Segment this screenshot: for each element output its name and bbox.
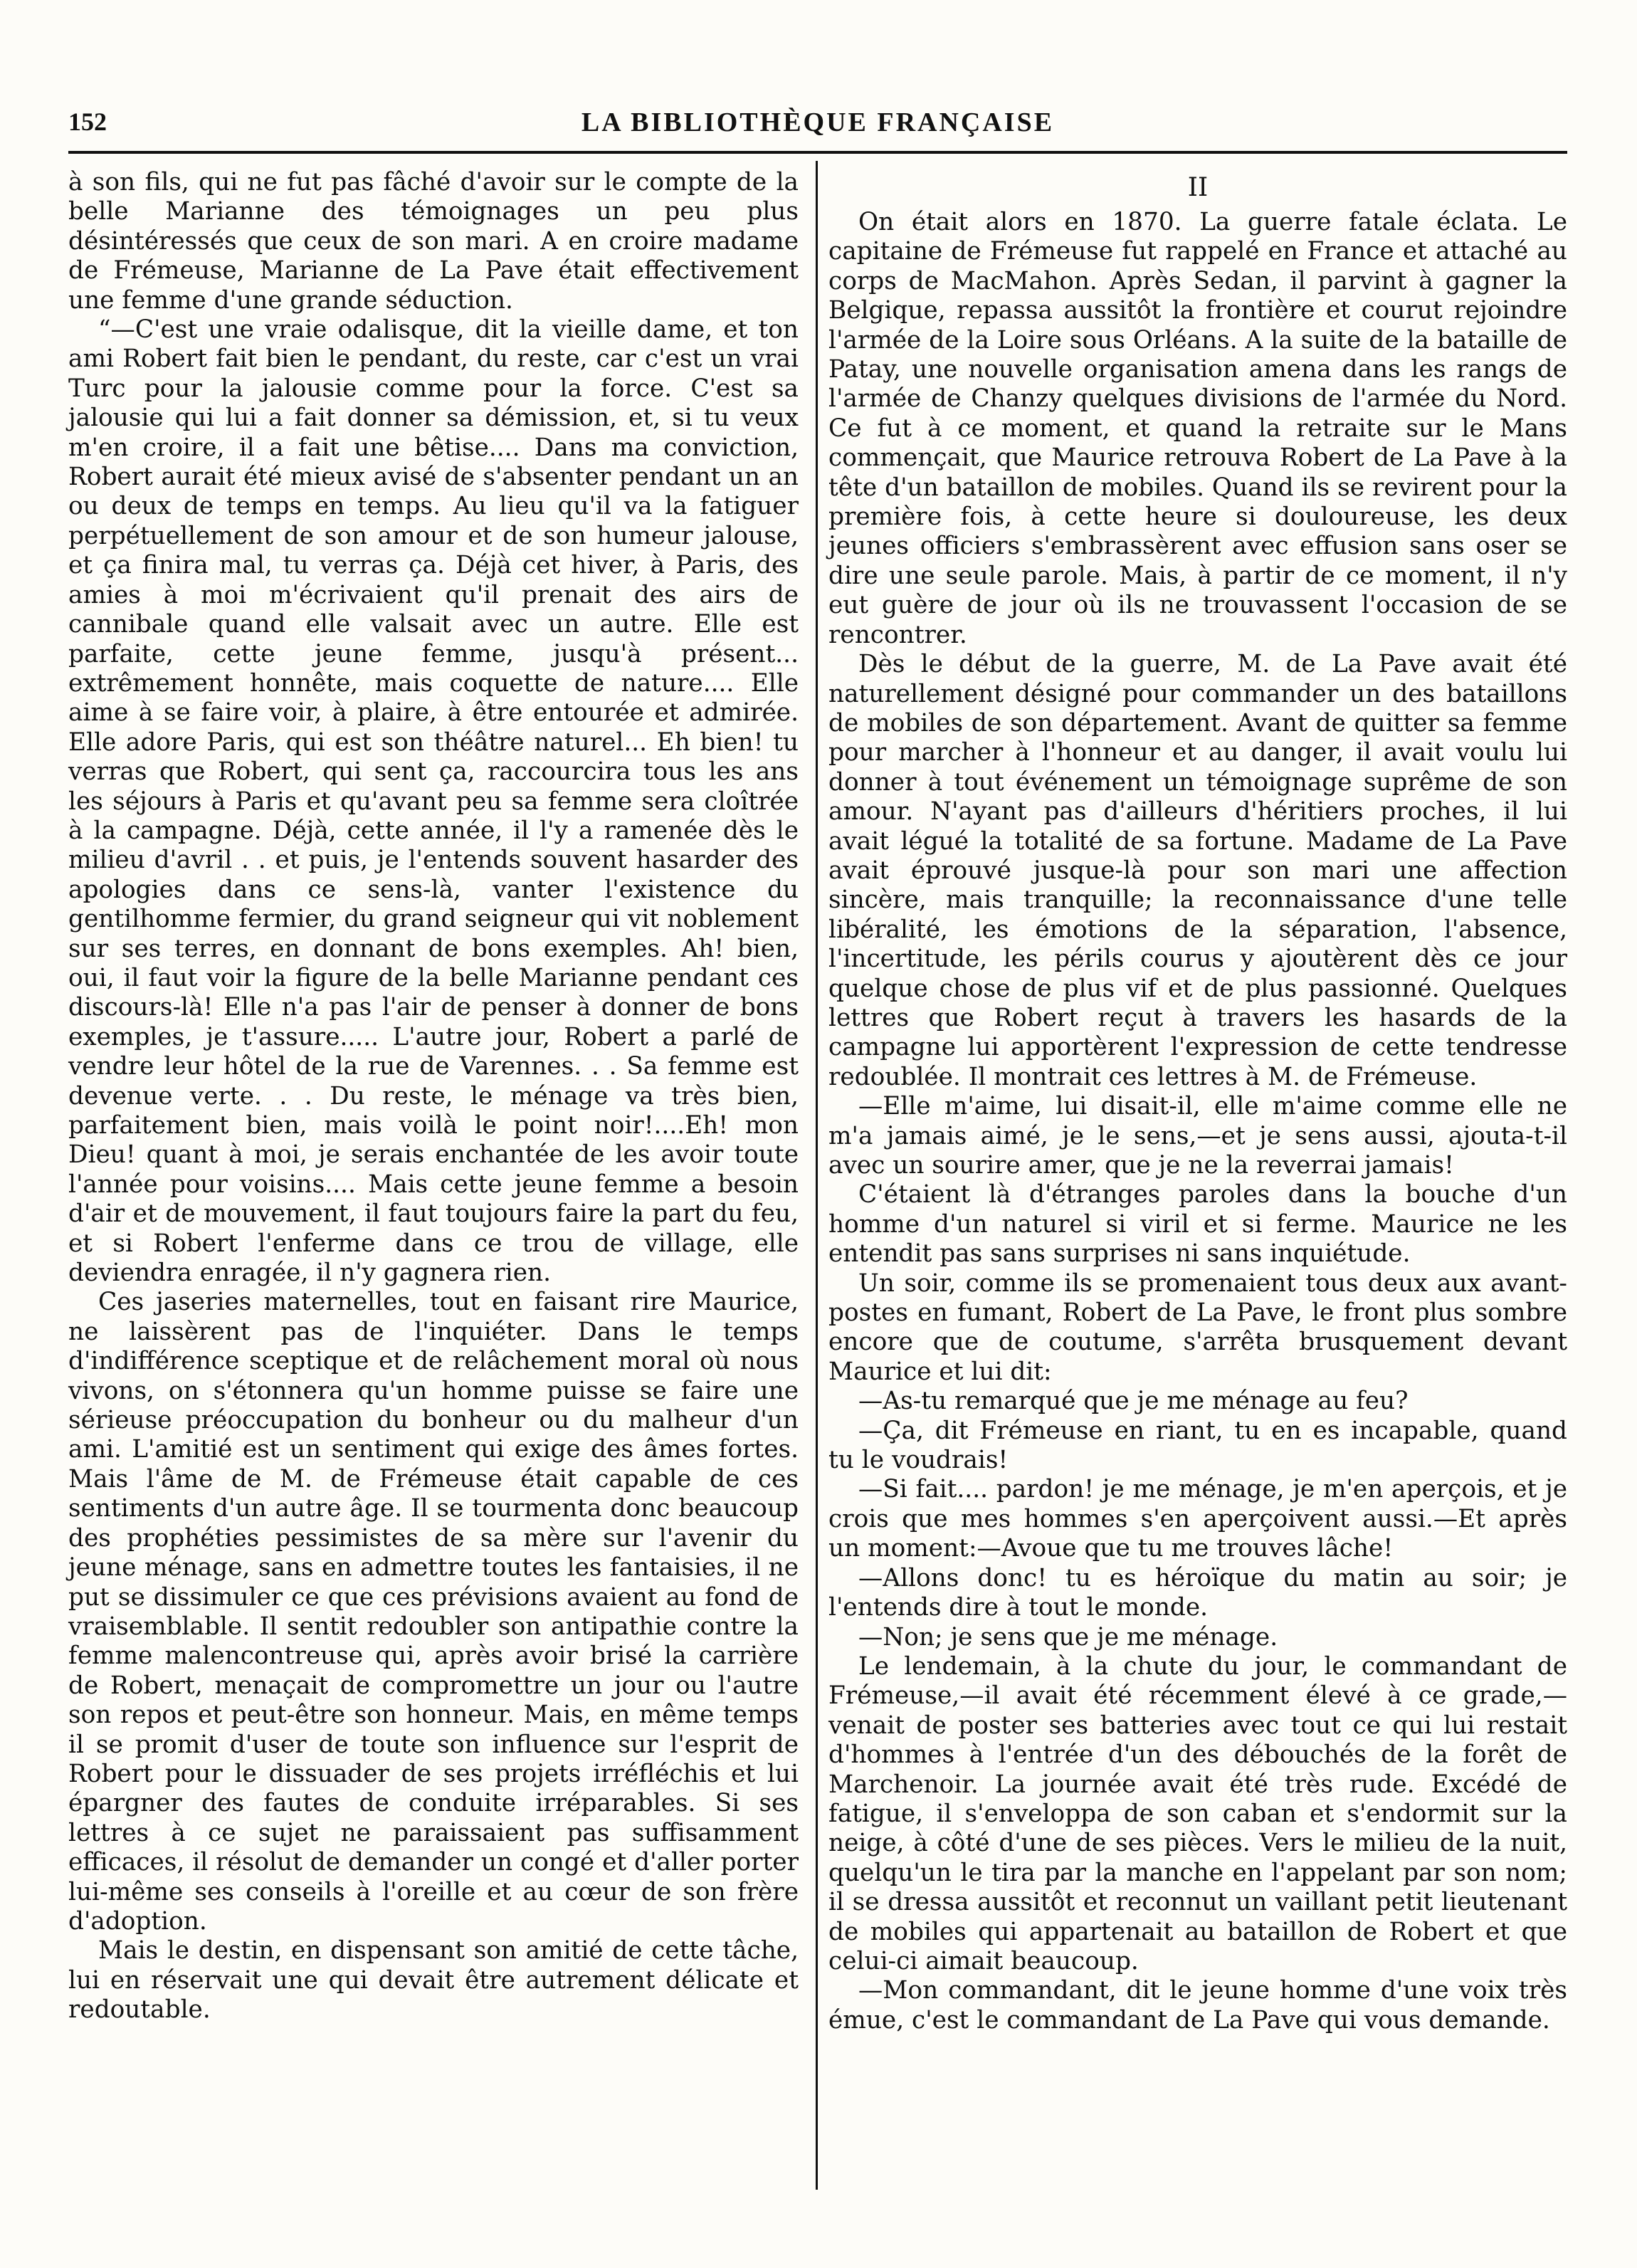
paragraph: “—C'est une vraie odalisque, dit la vieille dame, et ton ami Robert fait bien le pendant, du reste, car c'est un vrai Turc pour la jalousie comme pour la force. C'est sa jalousie qui lui a fait donner sa démission, et, si tu veux m'en croire, il a fait une bêtise.... Dans ma conviction, Robert aurait été mieux avisé de s'absenter pendant un an ou deux de temps en temps. Au lieu qu'il va la fatiguer perpétuellement de son amour et de son humeur jalouse, et ça finira mal, tu verras ça. Déjà cet hiver, à Paris, des amies à moi m'écrivaient qu'il prenait des airs de cannibale quand elle valsait avec un autre. Elle est parfaite, cette jeune femme, jusqu'à présent... extrêmement honnête, mais coquette de nature.... Elle aime à se faire voir, à plaire, à être entourée et admirée. Elle adore Paris, qui est son théâtre naturel... Eh bien! tu verras que Robert, qui sent ça, raccourcira tous les ans les séjours à Paris et qu'avant peu sa femme sera cloîtrée à la campagne. Déjà, cette année, il l'y a ramenée dès le milieu d'avril . . et puis, je l'entends souvent hasarder des apologies dans ce sens-là, vanter l'existence du gentilhomme fermier, du grand seigneur qui vit noblement sur ses terres, en donnant de bons exemples. Ah! bien, oui, il faut voir la figure de la belle Marianne pendant ces discours-là! Elle n'a pas l'air de penser à donner de bons exemples, je t'assure..... L'autre jour, Robert a parlé de vendre leur hôtel de la rue de Varennes. . . Sa femme est devenue verte. . . Du reste, le ménage va très bien, parfaitement bien, mais voilà le point noir!....Eh! mon Dieu! quant à moi, je serais enchantée de les avoir toute l'année pour voisins.... Mais cette jeune femme a besoin d'air et de mouvement, il faut toujours faire la part du feu, et si Robert l'enferme dans ce trou de village, elle deviendra enragée, il n'y gagnera rien. bbox=[68, 315, 799, 1288]
column-divider bbox=[816, 161, 818, 2190]
paragraph: à son fils, qui ne fut pas fâché d'avoir sur le compte de la belle Marianne des témoignages un peu plus désintéressés que ceux de son mari. A en croire madame de Frémeuse, Marianne de La Pave était effectivement une femme d'une grande séduction. bbox=[68, 168, 799, 315]
paragraph: —Non; je sens que je me ménage. bbox=[858, 1622, 1278, 1652]
paragraph: Ces jaseries maternelles, tout en faisant rire Maurice, ne laissèrent pas de l'inquiéter. Dans le temps d'indifférence sceptique et de relâchement moral où nous vivons, on s'étonnera qu'un homme puisse se faire une sérieuse préoccupation du bonheur ou du malheur d'un ami. L'amitié est un sentiment qui exige des âmes fortes. Mais l'âme de M. de Frémeuse était capable de ces sentiments d'un autre âge. Il se tourmenta donc beaucoup des prophéties pessimistes de sa mère sur l'avenir du jeune ménage, sans en admettre toutes les fantaisies, il ne put se dissimuler ce que ces prévisions avaient au fond de vraisemblable. Il sentit redoubler son antipathie contre la femme malencontreuse qui, après avoir brisé la carrière de Robert, menaçait de compromettre un jour ou l'autre son repos et peut-être son honneur. Mais, en même temps il se promit d'user de toute son influence sur l'esprit de Robert pour le dissuader de ses projets irréfléchis et lui épargner des fautes de conduite irréparables. Si ses lettres à ce sujet ne paraissaient pas suffisamment efficaces, il résolut de demander un congé et d'aller porter lui-même ses conseils à l'oreille et au cœur de son frère d'adoption. bbox=[68, 1288, 799, 1936]
page-number: 152 bbox=[68, 107, 107, 136]
page-header bbox=[68, 107, 1567, 147]
paragraph: —Ça, dit Frémeuse en riant, tu en es incapable, quand tu le voudrais! bbox=[828, 1416, 1567, 1475]
paragraph: Mais le destin, en dispensant son amitié de cette tâche, lui en réservait une qui devait être autrement délicate et redoutable. bbox=[68, 1936, 799, 2025]
paragraph: Le lendemain, à la chute du jour, le commandant de Frémeuse,—il avait été récemment élevé à ce grade,—venait de poster ses batteries avec tout ce qui lui restait d'hommes à l'entrée d'un des débouchés de la forêt de Marchenoir. La journée avait été très rude. Excédé de fatigue, il s'enveloppa de son caban et s'endormit sur la neige, à côté d'une de ses pièces. Vers le milieu de la nuit, quelqu'un le tira par la manche en l'appelant par son nom; il se dressa aussitôt et reconnut un vaillant petit lieutenant de mobiles qui appartenait au bataillon de Robert et que celui-ci aimait beaucoup. bbox=[828, 1652, 1567, 1975]
right-column bbox=[828, 168, 1567, 2035]
paragraph: On était alors en 1870. La guerre fatale éclata. Le capitaine de Frémeuse fut rappelé en France et attaché au corps de MacMahon. Après Sedan, il parvint à gagner la Belgique, repassa aussitôt la frontière et courut rejoindre l'armée de la Loire sous Orléans. A la suite de la bataille de Patay, une nouvelle organisation amena dans les rangs de l'armée de Chanzy quelques divisions de l'armée du Nord. Ce fut à ce moment, et quand la retraite sur le Mans commençait, que Maurice retrouva Robert de La Pave à la tête d'un bataillon de mobiles. Quand ils se revirent pour la première fois, à cette heure si douloureuse, les deux jeunes officiers s'embrassèrent avec effusion sans oser se dire une seule parole. Mais, à partir de ce moment, il n'y eut guère de jour où ils ne trouvassent l'occasion de se rencontrer. bbox=[828, 208, 1567, 649]
header-rule bbox=[68, 151, 1567, 154]
left-column bbox=[68, 168, 799, 2025]
paragraph: C'étaient là d'étranges paroles dans la bouche d'un homme d'un naturel si viril et si ferme. Maurice ne les entendit pas sans surprises ni sans inquiétude. bbox=[828, 1180, 1567, 1269]
paragraph: —Allons donc! tu es héroïque du matin au soir; je l'entends dire à tout le monde. bbox=[828, 1563, 1567, 1622]
paragraph: —As-tu remarqué que je me ménage au feu? bbox=[858, 1387, 1409, 1416]
paragraph: Dès le début de la guerre, M. de La Pave avait été naturellement désigné pour commander un des bataillons de mobiles de son département. Avant de quitter sa femme pour marcher à l'honneur et au danger, il avait voulu lui donner à tout événement un témoignage suprême de son amour. N'ayant pas d'ailleurs d'héritiers proches, il lui avait légué la totalité de sa fortune. Madame de La Pave avait éprouvé jusque-là pour son mari une affection sincère, mais tranquille; la reconnaissance d'une telle libéralité, les émotions de la séparation, l'absence, l'incertitude, les périls courus y ajoutèrent dès ce jour quelque chose de plus vif et de plus passionné. Quelques lettres que Robert reçut à travers les hasards de la campagne lui apportèrent l'expression de cette tendresse redoublée. Il montrait ces lettres à M. de Frémeuse. bbox=[828, 650, 1567, 1091]
paragraph: —Elle m'aime, lui disait-il, elle m'aime comme elle ne m'a jamais aimé, je le sens,—et je sens aussi, ajouta-t-il avec un sourire amer, que je ne la reverrai jamais! bbox=[828, 1092, 1567, 1180]
paragraph: Un soir, comme ils se promenaient tous deux aux avant-postes en fumant, Robert de La Pave, le front plus sombre encore que de coutume, s'arrêta brusquement devant Maurice et lui dit: bbox=[828, 1269, 1567, 1386]
section-number: II bbox=[1187, 173, 1209, 202]
paragraph: —Mon commandant, dit le jeune homme d'une voix très émue, c'est le commandant de La Pave qui vous demande. bbox=[828, 1976, 1567, 2035]
paragraph: —Si fait.... pardon! je me ménage, je m'en aperçois, et je crois que mes hommes s'en aperçoivent aussi.—Et après un moment:—Avoue que tu me trouves lâche! bbox=[828, 1475, 1567, 1563]
running-title: LA BIBLIOTHÈQUE FRANÇAISE bbox=[581, 107, 1055, 137]
